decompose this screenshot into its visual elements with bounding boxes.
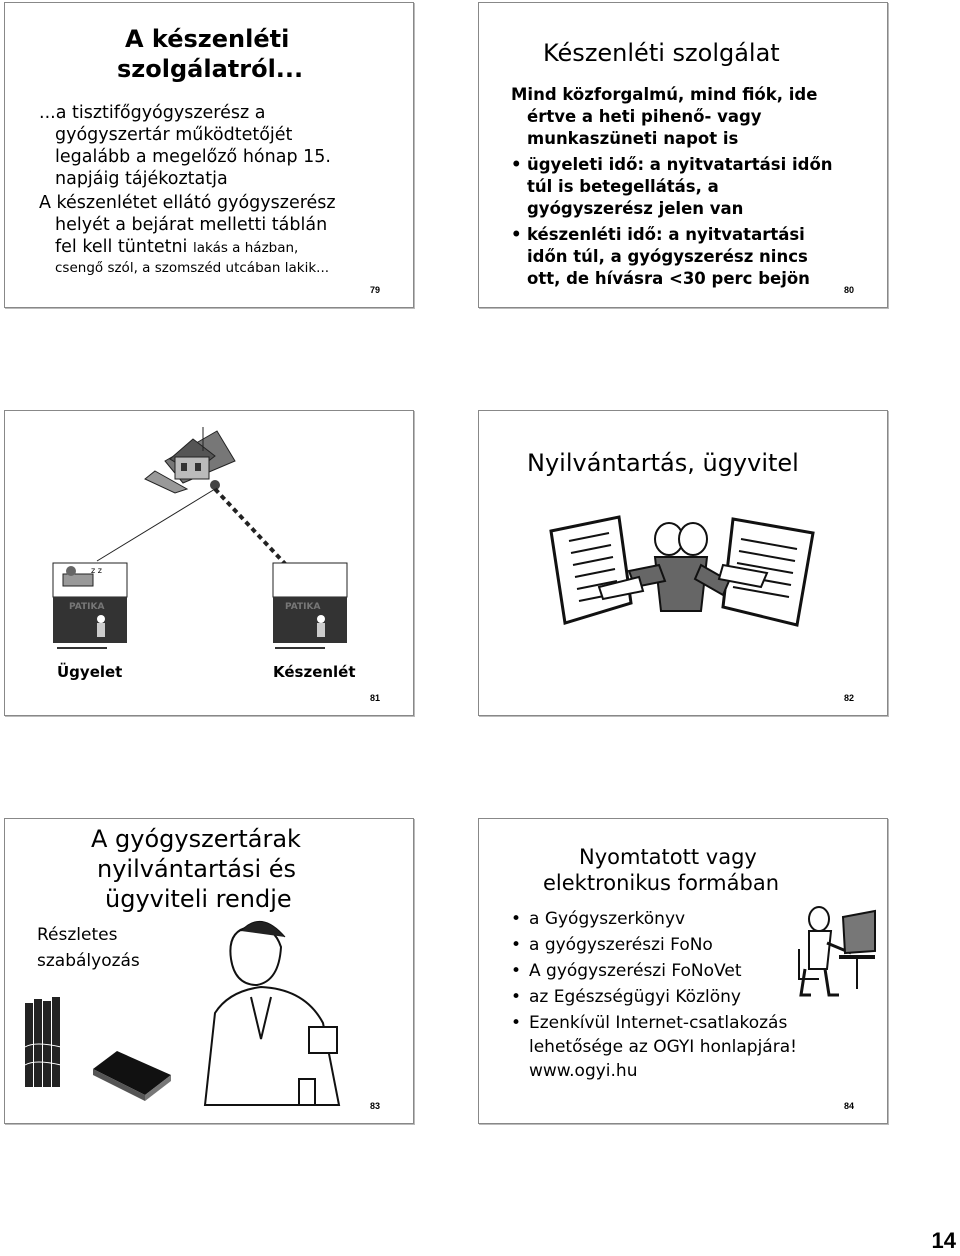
body-line: ...a tisztifőgyógyszerész a — [39, 103, 266, 123]
two-clerks-icon — [551, 517, 813, 625]
slide-title: Készenléti szolgálat — [543, 39, 780, 67]
slide-title-line: nyilvántartási és — [97, 855, 297, 883]
bullet-dot: • — [511, 909, 522, 929]
slide-81 — [4, 410, 414, 716]
pharmacist-icon — [205, 921, 339, 1105]
pharmacy-sign: PATIKA — [69, 602, 105, 612]
bullet-line: a gyógyszerészi FoNo — [529, 935, 713, 955]
bullet-line: ott, de hívásra <30 perc bejön — [527, 269, 810, 288]
slide-number: 83 — [370, 1101, 381, 1111]
slide-79 — [4, 2, 414, 308]
slide-84 — [478, 818, 888, 1124]
slide-83 — [4, 818, 414, 1124]
bullet-dot: • — [511, 935, 522, 955]
bullet-dot: • — [511, 155, 522, 174]
slide-title-line: Nyomtatott vagy — [579, 845, 757, 869]
label-keszenlet: Készenlét — [273, 663, 356, 681]
computer-user-icon — [799, 907, 875, 995]
bullet-dot: • — [511, 961, 522, 981]
bullet-line: ügyeleti idő: a nyitvatartási időn — [527, 155, 833, 174]
slide-title-line: A készenléti — [125, 25, 290, 53]
slide-title-line: A gyógyszertárak — [91, 825, 301, 853]
house-icon — [145, 431, 235, 493]
bullet-dot: • — [511, 225, 522, 244]
body-line: legalább a megelőző hónap 15. — [55, 147, 331, 167]
slide-title-line: elektronikus formában — [543, 871, 780, 895]
bullet-line: túl is betegellátás, a — [527, 177, 719, 196]
bullet-line: gyógyszerész jelen van — [527, 199, 744, 218]
slide-title-line: ügyviteli rendje — [105, 885, 292, 913]
slide-number: 81 — [370, 693, 381, 703]
bullet-line: A gyógyszerészi FoNoVet — [529, 961, 742, 981]
connection-line — [97, 489, 215, 561]
bullet-line: készenléti idő: a nyitvatartási — [527, 225, 805, 244]
bullet-line: Ezenkívül Internet-csatlakozás — [529, 1013, 788, 1033]
bullet-line: www.ogyi.hu — [529, 1061, 638, 1081]
body-line: munkaszüneti napot is — [527, 129, 739, 148]
page-number: 14 — [931, 1228, 956, 1253]
body-line: Mind közforgalmú, mind fiók, ide — [511, 85, 818, 104]
pharmacy-illustration — [5, 819, 413, 1123]
bullet-line: az Egészségügyi Közlöny — [529, 987, 741, 1007]
body-line: A készenlétet ellátó gyógyszerész — [39, 193, 336, 213]
slide-80 — [478, 2, 888, 308]
body-small-line: csengő szól, a szomszéd utcában lakik... — [55, 260, 330, 276]
computer-user-illustration — [479, 819, 887, 1123]
body-line: helyét a bejárat melletti táblán — [55, 215, 328, 235]
slide-title: Nyilvántartás, ügyvitel — [527, 449, 799, 477]
side-text-line: szabályozás — [37, 951, 140, 971]
bullet-dot: • — [511, 1013, 522, 1033]
body-line: napjáig tájékoztatja — [55, 169, 228, 189]
slide-number: 79 — [370, 285, 381, 295]
body-line: értve a heti pihenő- vagy — [527, 107, 762, 126]
side-text-line: Részletes — [37, 925, 118, 945]
slide-number: 84 — [844, 1101, 855, 1111]
body-text-small: lakás a házban, — [192, 240, 299, 256]
body-line: gyógyszertár működtetőjét — [55, 125, 293, 145]
slide-number: 80 — [844, 285, 855, 295]
paperwork-illustration — [479, 411, 887, 715]
bullet-line: lehetősége az OGYI honlapjára! — [529, 1037, 797, 1057]
body-line-mixed — [55, 237, 298, 257]
svg-text:z z: z z — [91, 566, 102, 575]
bullet-line: időn túl, a gyógyszerész nincs — [527, 247, 808, 266]
label-ugyelet: Ügyelet — [57, 663, 123, 681]
bullet-dot: • — [511, 987, 522, 1007]
pharmacy-sign: PATIKA — [285, 602, 321, 612]
binders-icon — [25, 997, 61, 1087]
bullet-line: a Gyógyszerkönyv — [529, 909, 686, 929]
book-icon — [93, 1051, 171, 1101]
slide-title-line: szolgálatról... — [117, 55, 304, 83]
body-text-large: fel kell tüntetni — [55, 237, 193, 257]
slide-82 — [478, 410, 888, 716]
slide-number: 82 — [844, 693, 855, 703]
